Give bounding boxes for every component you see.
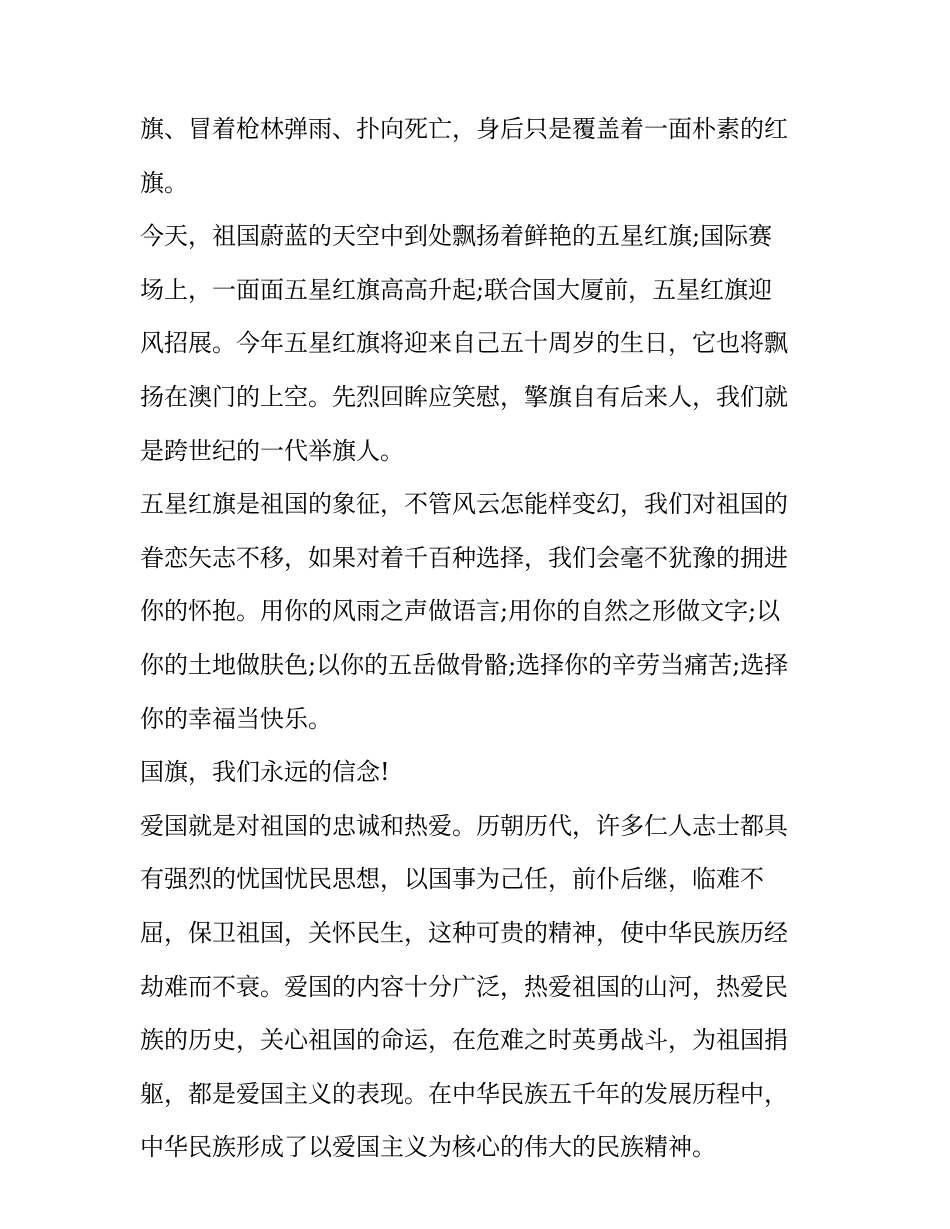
text-line: 中华民族形成了以爱国主义为核心的伟大的民族精神。 bbox=[140, 1133, 716, 1162]
text-line: 场上，一面面五星红旗高高升起;联合国大厦前，五星红旗迎 bbox=[140, 275, 773, 304]
text-line: 爱国就是对祖国的忠诚和热爱。历朝历代，许多仁人志士都具 bbox=[140, 811, 788, 840]
text-line: 国旗，我们永远的信念! bbox=[140, 758, 390, 787]
text-line: 眷恋矢志不移，如果对着千百种选择，我们会毫不犹豫的拥进 bbox=[140, 543, 788, 572]
text-line: 旗、冒着枪林弹雨、扑向死亡，身后只是覆盖着一面朴素的红 bbox=[140, 115, 788, 143]
text-line: 五星红旗是祖国的象征，不管风云怎能样变幻，我们对祖国的 bbox=[140, 490, 788, 519]
text-line: 你的怀抱。用你的风雨之声做语言;用你的自然之形做文字;以 bbox=[140, 597, 781, 626]
text-line: 扬在澳门的上空。先烈回眸应笑慰，擎旗自有后来人，我们就 bbox=[140, 382, 788, 411]
text-line: 劫难而不衰。爱国的内容十分广泛，热爱祖国的山河，热爱民 bbox=[140, 972, 788, 1001]
text-line: 屈，保卫祖国，关怀民生，这种可贵的精神，使中华民族历经 bbox=[140, 918, 788, 947]
text-line: 躯，都是爱国主义的表现。在中华民族五千年的发展历程中， bbox=[140, 1079, 788, 1108]
text-line: 有强烈的忧国忧民思想，以国事为己任，前仆后继，临难不 bbox=[140, 865, 764, 894]
text-line: 族的历史，关心祖国的命运，在危难之时英勇战斗，为祖国捐 bbox=[140, 1026, 788, 1055]
document-body bbox=[140, 103, 820, 1175]
text-line: 今天，祖国蔚蓝的天空中到处飘扬着鲜艳的五星红旗;国际赛 bbox=[140, 222, 773, 251]
text-line: 风招展。今年五星红旗将迎来自己五十周岁的生日，它也将飘 bbox=[140, 329, 788, 358]
text-line: 你的幸福当快乐。 bbox=[140, 704, 332, 733]
text-line: 你的土地做肤色;以你的五岳做骨骼;选择你的辛劳当痛苦;选择 bbox=[140, 650, 789, 679]
text-line: 旗。 bbox=[140, 168, 188, 197]
text-line: 是跨世纪的一代举旗人。 bbox=[140, 436, 404, 465]
